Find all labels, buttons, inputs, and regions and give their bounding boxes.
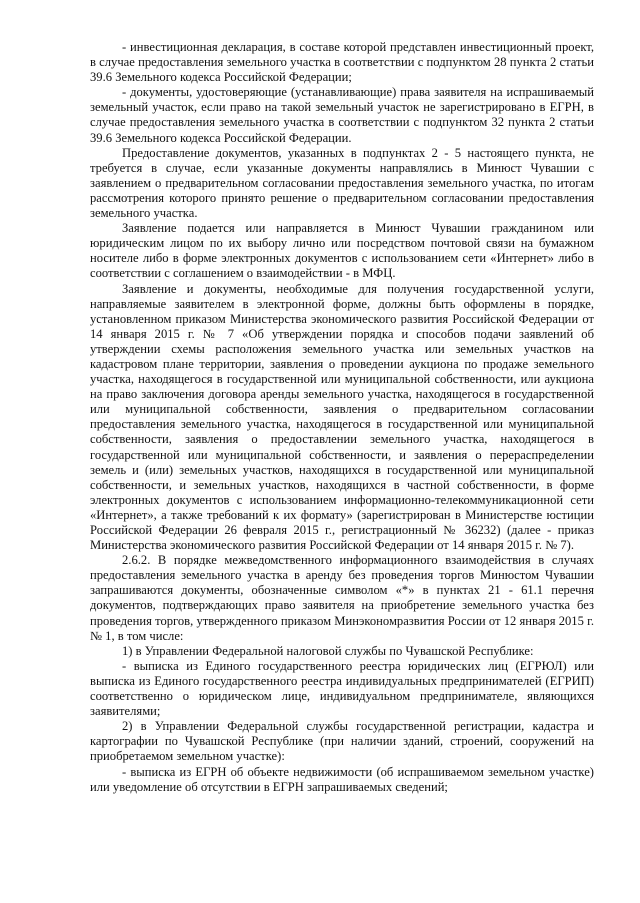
paragraph-investment-declaration: - инвестиционная декларация, в составе которой представлен инвестиционный проект, в случае предоставления земельного участка в соответствии с подпунктом 28 пункта 2 статьи 39.6 Земельного кодекса Российской Федерации; bbox=[90, 40, 594, 85]
paragraph-title-documents: - документы, удостоверяющие (устанавливающие) права заявителя на испрашиваемый земельный участок, если право на такой земельный участок не зарегистрировано в ЕГРН, в случае предоставления земельного участка в соответствии с подпунктом 32 пункта 2 статьи 39.6 Земельного кодекса Российской Федерации. bbox=[90, 85, 594, 145]
paragraph-rosreestr: 2) в Управлении Федеральной службы государственной регистрации, кадастра и картографии по Чувашской Республике (при наличии зданий, строений, сооружений на приобретаемом земельном участке): bbox=[90, 719, 594, 764]
paragraph-application-submission: Заявление подается или направляется в Минюст Чувашии гражданином или юридическим лицом по их выбору лично или посредством почтовой связи на бумажном носителе либо в форме электронных документов с использованием сети «Интернет» либо в соответствии с соглашением о взаимодействии - в МФЦ. bbox=[90, 221, 594, 281]
paragraph-documents-not-required: Предоставление документов, указанных в подпунктах 2 - 5 настоящего пункта, не требуется в случае, если указанные документы направлялись в Минюст Чувашии с заявлением о предварительном согласовании предоставления земельного участка, по итогам рассмотрения которого принято решение о предварительном согласовании предоставления земельного участка. bbox=[90, 145, 594, 221]
paragraph-2-6-2-interagency: 2.6.2. В порядке межведомственного информационного взаимодействия в случаях предоставления земельного участка в аренду без проведения торгов Минюстом Чувашии запрашиваются документы, обозначенные символом «*» в пунктах 21 - 61.1 перечня документов, подтверждающих право заявителя на приобретение земельного участка без проведения торгов, утвержденного приказом Минэкономразвития России от 12 января 2015 г. № 1, в том числе: bbox=[90, 553, 594, 643]
paragraph-egrul-egrip-extract: - выписка из Единого государственного реестра юридических лиц (ЕГРЮЛ) или выписка из Единого государственного реестра индивидуальных предпринимателей (ЕГРИП) соответственно о юридическом лице, индивидуальном предпринимателе, являющихся заявителями; bbox=[90, 658, 594, 719]
paragraph-tax-service: 1) в Управлении Федеральной налоговой службы по Чувашской Республике: bbox=[122, 643, 534, 658]
paragraph-electronic-form: Заявление и документы, необходимые для получения государственной услуги, направляемые заявителем в электронной форме, должны быть оформлены в порядке, установленном приказом Министерства экономического развития Российской Федерации от 14 января 2015 г. № 7 «Об утверждении порядка и способов подачи заявлений об утверждении схемы расположения земельного участка или земельных участков на кадастровом плане территории, заявления о проведении аукциона по продаже земельного участка, находящегося в государственной или муниципальной собственности, или аукциона на право заключения договора аренды земельного участка, находящегося в государственной или муниципальной собственности, заявления о предварительном согласовании предоставления земельного участка, находящегося в государственной или муниципальной собственности, заявления о предоставлении земельного участка, находящегося в государственной или муниципальной собственности, и заявления о перераспределении земель и (или) земельных участков, находящихся в государственной или муниципальной собственности, и земельных участков, находящихся в частной собственности, в форме электронных документов с использованием информационно-телекоммуникационной сети «Интернет», а также требований к их формату» (зарегистрирован в Министерстве юстиции Российской Федерации 26 февраля 2015 г., регистрационный № 36232) (далее - приказ Министерства экономического развития Российской Федерации от 14 января 2015 г. № 7). bbox=[90, 281, 594, 553]
paragraph-egrn-extract: - выписка из ЕГРН об объекте недвижимости (об испрашиваемом земельном участке) или уведомление об отсутствии в ЕГРН запрашиваемых сведений; bbox=[90, 764, 594, 794]
document-page bbox=[90, 40, 594, 795]
